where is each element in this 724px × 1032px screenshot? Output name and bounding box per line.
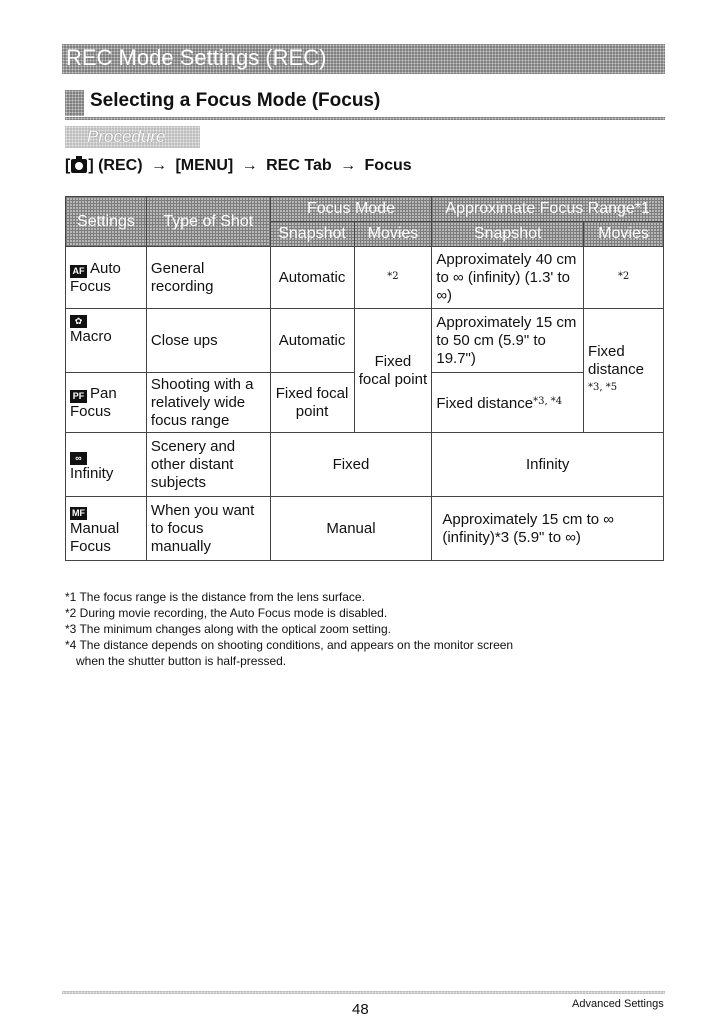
- menu-path: [65, 157, 412, 175]
- range-movies-cell: [584, 247, 664, 309]
- setting-name: Infinity: [70, 464, 114, 482]
- arrow-icon: →: [151, 157, 167, 174]
- footnote: *2 During movie recording, the Auto Focus mode is disabled.: [65, 606, 388, 620]
- header-focus-mode: Focus Mode: [270, 197, 432, 222]
- fm-movies-cell: Fixed focal point: [354, 309, 432, 433]
- section-rule: [65, 117, 665, 120]
- range-movies-cell: [584, 309, 664, 433]
- setting-cell: [66, 247, 147, 309]
- setting-name: Auto: [90, 259, 121, 277]
- table-row: [66, 247, 664, 309]
- focus-label: Focus: [364, 157, 412, 174]
- header-fm-snapshot: Snapshot: [270, 222, 354, 247]
- setting-cell: [66, 433, 147, 497]
- table-row: [66, 497, 664, 561]
- page-number: 48: [352, 1001, 369, 1018]
- chapter-title: REC Mode Settings (REC): [66, 45, 327, 70]
- range-snapshot-cell: [432, 373, 584, 433]
- header-settings: Settings: [66, 197, 147, 247]
- table-row: [66, 433, 664, 497]
- header-approx-range: Approximate Focus Range*1: [432, 197, 664, 222]
- section-marker: [65, 90, 84, 116]
- fm-snapshot-cell: Automatic: [270, 247, 354, 309]
- rec-tab-label: REC Tab: [266, 157, 332, 174]
- fm-snapshot-cell: Fixed focal point: [270, 373, 354, 433]
- menu-label: [MENU]: [175, 157, 234, 174]
- header-type-of-shot: Type of Shot: [146, 197, 270, 247]
- chapter-header-bar: [62, 44, 665, 74]
- range-movies-text: Fixed distance: [588, 342, 644, 378]
- bracket-close: ]: [88, 157, 94, 174]
- range-snapshot-cell: Approximately 40 cm to ∞ (infinity) (1.3' to ∞): [432, 247, 584, 309]
- setting-name: Manual Focus: [70, 519, 120, 555]
- type-cell: When you want to focus manually: [146, 497, 270, 561]
- footnote-ref: *2: [387, 270, 399, 282]
- type-cell: Shooting with a relatively wide focus range: [146, 373, 270, 433]
- footnotes: [65, 589, 665, 669]
- setting-name: Pan: [90, 384, 117, 402]
- footnote: *3 The minimum changes along with the optical zoom setting.: [65, 622, 391, 636]
- footnote-ref: *3, *5: [588, 381, 618, 393]
- fm-merged-cell: Fixed: [270, 433, 432, 497]
- setting-name: Focus: [70, 402, 111, 420]
- header-range-movies: Movies: [584, 222, 664, 247]
- type-cell: Scenery and other distant subjects: [146, 433, 270, 497]
- header-fm-movies: Movies: [354, 222, 432, 247]
- range-merged-cell: Approximately 15 cm to ∞ (infinity)*3 (5.9" to ∞): [432, 497, 664, 561]
- footnote-continuation: when the shutter button is half-pressed.: [76, 654, 287, 668]
- rec-label: (REC): [93, 157, 143, 174]
- macro-icon: ✿: [70, 315, 87, 328]
- section-title: Selecting a Focus Mode (Focus): [90, 90, 381, 111]
- auto-focus-icon: AF: [70, 265, 87, 278]
- header-range-snapshot: Snapshot: [432, 222, 584, 247]
- fm-merged-cell: Manual: [270, 497, 432, 561]
- arrow-icon: →: [340, 157, 357, 174]
- procedure-badge: [65, 126, 200, 148]
- manual-focus-icon: MF: [72, 507, 85, 518]
- table-row: [66, 309, 664, 373]
- procedure-label: Procedure: [87, 127, 166, 146]
- range-snapshot-cell: Approximately 15 cm to 50 cm (5.9" to 19.7"): [432, 309, 584, 373]
- footer-rule: [62, 991, 665, 994]
- type-cell: Close ups: [146, 309, 270, 373]
- setting-name: Focus: [70, 277, 111, 295]
- setting-name: Macro: [70, 328, 112, 345]
- camera-icon: [71, 159, 87, 173]
- range-snapshot-text: Fixed distance: [436, 394, 534, 412]
- fm-movies-cell: [354, 247, 432, 309]
- fm-snapshot-cell: Automatic: [270, 309, 354, 373]
- setting-cell: [66, 497, 147, 561]
- bracket-open: [: [65, 157, 71, 174]
- footnote: *4 The distance depends on shooting conditions, and appears on the monitor screen: [65, 638, 514, 652]
- footnote: *1 The focus range is the distance from the lens surface.: [65, 590, 365, 604]
- footnote-ref: *3, *4: [533, 395, 563, 407]
- footer-section-label: Advanced Settings: [572, 998, 664, 1010]
- type-cell: General recording: [146, 247, 270, 309]
- focus-mode-table: [65, 196, 664, 561]
- setting-cell: [66, 373, 147, 433]
- arrow-icon: →: [241, 157, 258, 174]
- pan-focus-icon: PF: [70, 390, 87, 403]
- setting-cell: [66, 309, 147, 373]
- footnote-ref: *2: [617, 270, 630, 282]
- range-merged-cell: Infinity: [432, 433, 664, 497]
- infinity-icon: ∞: [70, 452, 87, 465]
